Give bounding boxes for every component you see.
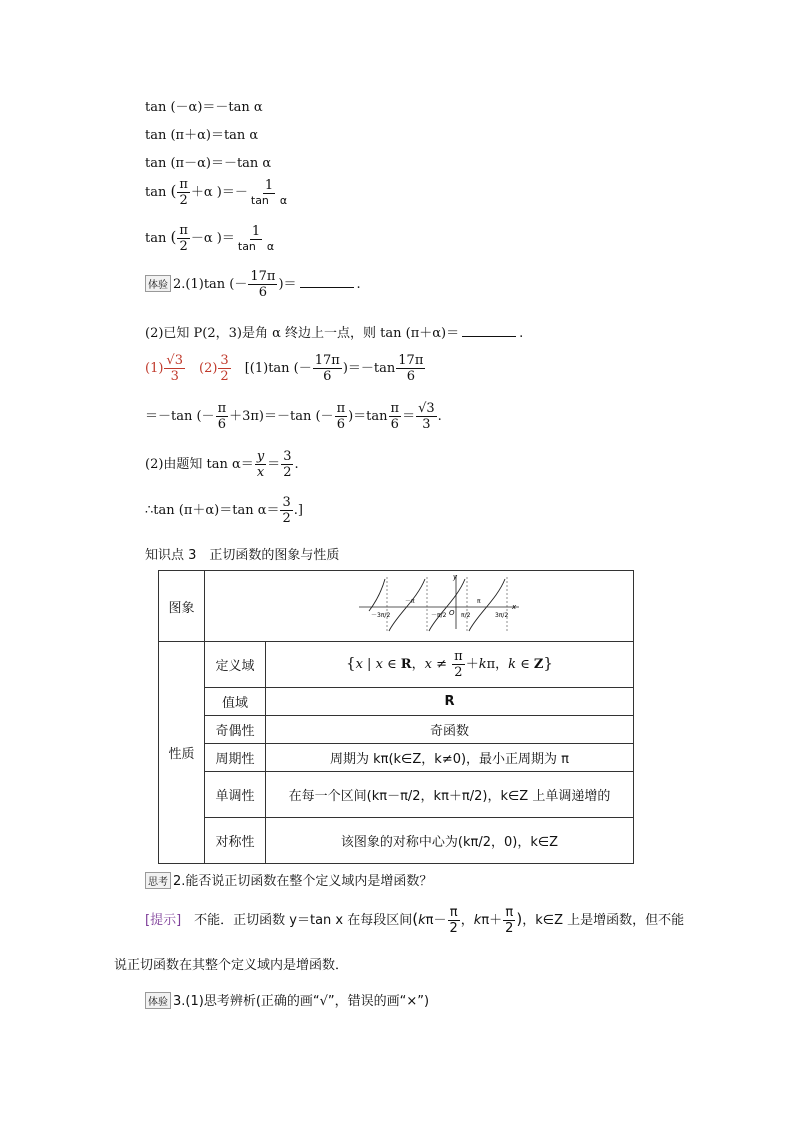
table-row bbox=[159, 772, 634, 818]
monotonicity-value: 在每一个区间(kπ－π/2，kπ＋π/2)，k∈Z 上单调递增的 bbox=[266, 772, 634, 818]
tangent-graph-cell bbox=[205, 571, 634, 642]
row-name: 奇偶性 bbox=[205, 716, 266, 744]
think2-question: 思考 2.能否说正切函数在整个定义域内是增函数？ bbox=[145, 870, 432, 889]
exercise3-heading: 体验 3.(1)思考辨析(正确的画“√”，错误的画“×”) bbox=[145, 990, 429, 1009]
parity-value: 奇函数 bbox=[266, 716, 634, 744]
tangent-branch bbox=[429, 579, 465, 631]
tangent-branch bbox=[469, 579, 505, 631]
origin-label: O bbox=[449, 609, 455, 617]
exercise2-answer-line2: ＝－tan (－ $\frac{\pi}{6}$ ＋3π)＝－tan (－ $\frac{\pi}{6}$ )＝tan $\frac{\pi}{6}$ ＝ $\frac{√3}{3}$ . bbox=[145, 401, 442, 432]
tick-label: π/2 bbox=[461, 612, 471, 619]
exercise2-answer-line4: ∴tan (π＋α)＝tan α＝ $\frac{3}{2}$ .] bbox=[145, 495, 303, 526]
table-row bbox=[159, 642, 634, 688]
think2-answer: [提示] 不能．正切函数 y＝tan x 在每段区间(kπ－ $\frac{\pi}{2}$ ，kπ＋ $\frac{\pi}{2}$ )，k∈Z 上是增函数，但不能 bbox=[145, 905, 685, 936]
knowledge3-heading: 知识点 3 正切函数的图象与性质 bbox=[145, 548, 340, 563]
tangent-graph bbox=[209, 571, 629, 637]
answer-blank bbox=[300, 287, 354, 288]
tick-label: －π bbox=[405, 598, 415, 605]
x-axis-label: x bbox=[512, 603, 517, 611]
exercise2-answer-line3: (2)由题知 tan α＝ $\frac{y}{x}$ ＝ $\frac{3}{2}$ . bbox=[145, 449, 299, 480]
exercise-tag: 体验 bbox=[145, 275, 171, 292]
exercise2-q1: 体验 2.(1)tan (－ $\frac{17\pi}{6}$ )＝ . bbox=[145, 270, 361, 299]
formula-tan-pi-plus: tan (π＋α)＝tan α bbox=[145, 128, 259, 143]
formula-tan-neg: tan (－α)＝－tan α bbox=[145, 100, 263, 115]
exercise2-answer-line1: (1) $\frac{√3}{3}$ (2) $\frac{3}{2}$ [(1)tan (－ $\frac{17\pi}{6}$ )＝－tan $\frac{17\pi}{6}$ bbox=[145, 353, 424, 384]
answer-blank bbox=[462, 336, 516, 337]
row-name: 周期性 bbox=[205, 744, 266, 772]
tangent-branch bbox=[369, 579, 385, 611]
row-name: 值域 bbox=[205, 688, 266, 716]
domain-value: {x | x ∈ R，x ≠ $\frac{\pi}{2}$ ＋kπ，k ∈ Z} bbox=[266, 642, 634, 688]
table-row bbox=[159, 716, 634, 744]
tangent-branch bbox=[389, 579, 425, 631]
tangent-properties-table bbox=[158, 570, 634, 864]
symmetry-value: 该图象的对称中心为(kπ/2，0)，k∈Z bbox=[266, 818, 634, 864]
think-tag: 思考 bbox=[145, 872, 171, 889]
row-name: 单调性 bbox=[205, 772, 266, 818]
tick-label: －π/2 bbox=[431, 612, 447, 619]
formula-tan-half-pi-minus: tan ( $\frac{\pi}{2}$ －α )＝ $\frac{1}{\text{tan α}}$ bbox=[145, 223, 275, 254]
table-row bbox=[159, 818, 634, 864]
props-label: 性质 bbox=[159, 642, 205, 864]
tick-label: 3π/2 bbox=[495, 612, 509, 619]
tick-label: π bbox=[477, 598, 481, 605]
table-row bbox=[159, 571, 634, 642]
tick-label: －3π/2 bbox=[371, 612, 391, 619]
table-row bbox=[159, 688, 634, 716]
exercise-tag: 体验 bbox=[145, 992, 171, 1009]
think2-answer-cont: 说正切函数在其整个定义域内是增函数． bbox=[114, 958, 349, 973]
formula-tan-pi-minus: tan (π－α)＝－tan α bbox=[145, 156, 272, 171]
row-name: 对称性 bbox=[205, 818, 266, 864]
hint-label: [提示] bbox=[145, 913, 182, 928]
formula-tan-half-pi-plus: tan ( $\frac{\pi}{2}$ ＋α )＝－ $\frac{1}{\text{tan α}}$ bbox=[145, 177, 288, 208]
y-axis-label: y bbox=[453, 573, 458, 581]
exercise2-q2: (2)已知 P(2，3)是角 α 终边上一点，则 tan (π＋α)＝ . bbox=[145, 326, 524, 341]
range-value: R bbox=[266, 688, 634, 716]
period-value: 周期为 kπ(k∈Z，k≠0)，最小正周期为 π bbox=[266, 744, 634, 772]
graph-label: 图象 bbox=[159, 571, 205, 642]
table-row bbox=[159, 744, 634, 772]
row-name: 定义域 bbox=[205, 642, 266, 688]
